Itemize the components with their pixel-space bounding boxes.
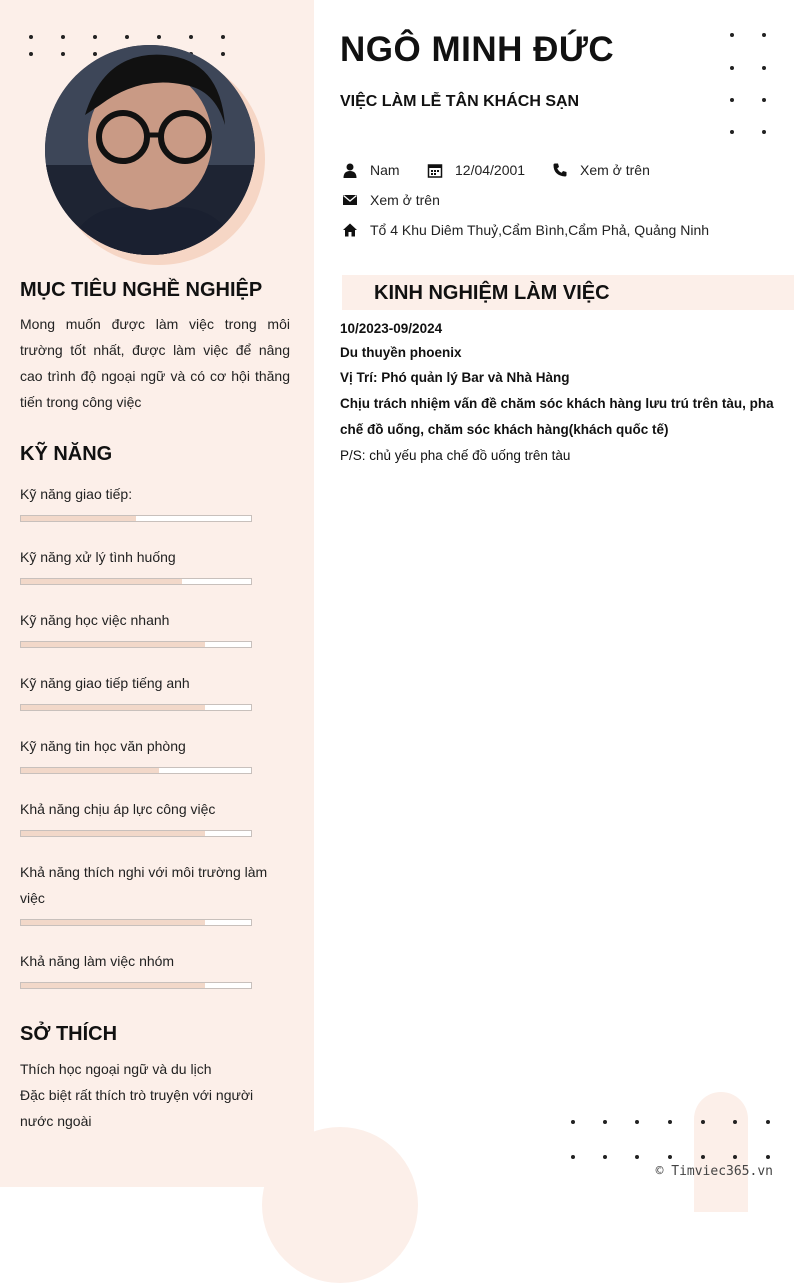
candidate-name: NGÔ MINH ĐỨC bbox=[340, 30, 615, 69]
decorative-dot bbox=[762, 98, 766, 102]
user-icon bbox=[342, 162, 358, 178]
decorative-dot bbox=[766, 1155, 770, 1159]
skill-level-bar bbox=[20, 919, 252, 926]
skill-level-bar bbox=[20, 515, 252, 522]
decorative-dot bbox=[93, 35, 97, 39]
hobbies-heading: SỞ THÍCH bbox=[20, 1023, 118, 1045]
decorative-dot bbox=[125, 35, 129, 39]
skill-level-bar bbox=[20, 830, 252, 837]
email-info bbox=[342, 192, 440, 208]
decorative-dot bbox=[603, 1120, 607, 1124]
skill-label: Kỹ năng giao tiếp: bbox=[20, 486, 133, 502]
experience-period: 10/2023-09/2024 bbox=[340, 321, 443, 336]
skills-heading: KỸ NĂNG bbox=[20, 443, 113, 465]
skill-label: Khả năng thích nghi với môi trường làm việc bbox=[20, 864, 268, 906]
skill-label: Kỹ năng học việc nhanh bbox=[20, 612, 170, 628]
skill-level-fill bbox=[21, 516, 136, 521]
decorative-dot bbox=[635, 1155, 639, 1159]
skill-level-bar bbox=[20, 641, 252, 648]
avatar bbox=[45, 45, 255, 255]
decorative-dot bbox=[635, 1120, 639, 1124]
skill-item bbox=[20, 796, 290, 822]
decorative-dot bbox=[668, 1155, 672, 1159]
decorative-dot bbox=[157, 35, 161, 39]
experience-duty: Chịu trách nhiệm vấn đề chăm sóc khách hàng lưu trú trên tàu, pha bbox=[340, 396, 774, 411]
phone-value: Xem ở trên bbox=[580, 162, 650, 178]
decorative-dot bbox=[730, 98, 734, 102]
gender-value: Nam bbox=[370, 162, 400, 178]
hobby-line: Đặc biệt rất thích trò truyện với người nước ngoài bbox=[20, 1087, 254, 1129]
avatar-frame bbox=[45, 45, 265, 265]
skill-level-fill bbox=[21, 831, 205, 836]
skill-level-fill bbox=[21, 705, 205, 710]
decorative-dot bbox=[766, 1120, 770, 1124]
decorative-dot bbox=[29, 52, 33, 56]
skill-level-fill bbox=[21, 579, 182, 584]
gender-info bbox=[342, 162, 400, 178]
experience-duty: chế đồ uống, chăm sóc khách hàng(khách quốc tế) bbox=[340, 422, 669, 437]
skill-item bbox=[20, 948, 290, 974]
decorative-dot bbox=[733, 1120, 737, 1124]
skill-item bbox=[20, 607, 290, 633]
birthdate-value: 12/04/2001 bbox=[455, 162, 526, 178]
skill-item bbox=[20, 859, 290, 911]
skill-level-bar bbox=[20, 767, 252, 774]
skill-item bbox=[20, 544, 290, 570]
decorative-dot bbox=[730, 66, 734, 70]
decorative-dot bbox=[221, 35, 225, 39]
experience-company: Du thuyền phoenix bbox=[340, 345, 462, 360]
skill-label: Khả năng làm việc nhóm bbox=[20, 953, 175, 969]
phone-info bbox=[552, 162, 650, 178]
decorative-dot bbox=[762, 130, 766, 134]
decorative-dot bbox=[189, 35, 193, 39]
decorative-dot bbox=[762, 33, 766, 37]
skill-level-fill bbox=[21, 768, 159, 773]
decorative-semicircle bbox=[262, 1127, 418, 1283]
skill-item bbox=[20, 670, 290, 696]
skill-level-fill bbox=[21, 920, 205, 925]
phone-icon bbox=[552, 162, 568, 178]
footer-credit: © Timviec365.vn bbox=[655, 1164, 773, 1179]
decorative-dot bbox=[701, 1155, 705, 1159]
skill-level-bar bbox=[20, 982, 252, 989]
decorative-dot bbox=[668, 1120, 672, 1124]
skill-item bbox=[20, 481, 290, 507]
experience-heading: KINH NGHIỆM LÀM VIỆC bbox=[374, 282, 610, 304]
decorative-dot bbox=[603, 1155, 607, 1159]
objective-heading: MỤC TIÊU NGHỀ NGHIỆP bbox=[20, 279, 263, 301]
hobby-line: Thích học ngoại ngữ và du lịch bbox=[20, 1061, 212, 1077]
birthdate-info bbox=[427, 162, 525, 178]
email-value: Xem ở trên bbox=[370, 192, 440, 208]
address-value: Tổ 4 Khu Diêm Thuỷ,Cẩm Bình,Cẩm Phả, Quảng Ninh bbox=[370, 222, 710, 238]
decorative-dot bbox=[730, 33, 734, 37]
home-icon bbox=[342, 222, 358, 238]
decorative-dot bbox=[571, 1120, 575, 1124]
skill-level-fill bbox=[21, 642, 205, 647]
decorative-dot bbox=[571, 1155, 575, 1159]
skill-item bbox=[20, 733, 290, 759]
decorative-dot bbox=[701, 1120, 705, 1124]
decorative-dot bbox=[29, 35, 33, 39]
mail-icon bbox=[342, 192, 358, 208]
address-info bbox=[342, 222, 709, 238]
skill-label: Kỹ năng giao tiếp tiếng anh bbox=[20, 675, 190, 691]
skill-label: Kỹ năng xử lý tình huống bbox=[20, 549, 176, 565]
job-title: VIỆC LÀM LỄ TÂN KHÁCH SẠN bbox=[340, 93, 580, 110]
experience-position: Vị Trí: Phó quản lý Bar và Nhà Hàng bbox=[340, 370, 570, 385]
decorative-dot bbox=[730, 130, 734, 134]
profile-photo bbox=[45, 45, 255, 255]
experience-note: P/S: chủ yếu pha chế đồ uống trên tàu bbox=[340, 448, 571, 463]
decorative-dot bbox=[61, 35, 65, 39]
skill-label: Khả năng chịu áp lực công việc bbox=[20, 801, 216, 817]
objective-text: Mong muốn được làm việc trong môi trường tốt nhất, được làm việc để nâng cao trình độ ngoại ngữ và có cơ hội thăng tiến trong công việc bbox=[20, 316, 290, 410]
decorative-dot bbox=[762, 66, 766, 70]
skill-level-fill bbox=[21, 983, 205, 988]
skill-level-bar bbox=[20, 578, 252, 585]
decorative-pill bbox=[694, 1092, 748, 1212]
skill-label: Kỹ năng tin học văn phòng bbox=[20, 738, 186, 754]
calendar-icon bbox=[427, 162, 443, 178]
skill-level-bar bbox=[20, 704, 252, 711]
decorative-dot bbox=[733, 1155, 737, 1159]
